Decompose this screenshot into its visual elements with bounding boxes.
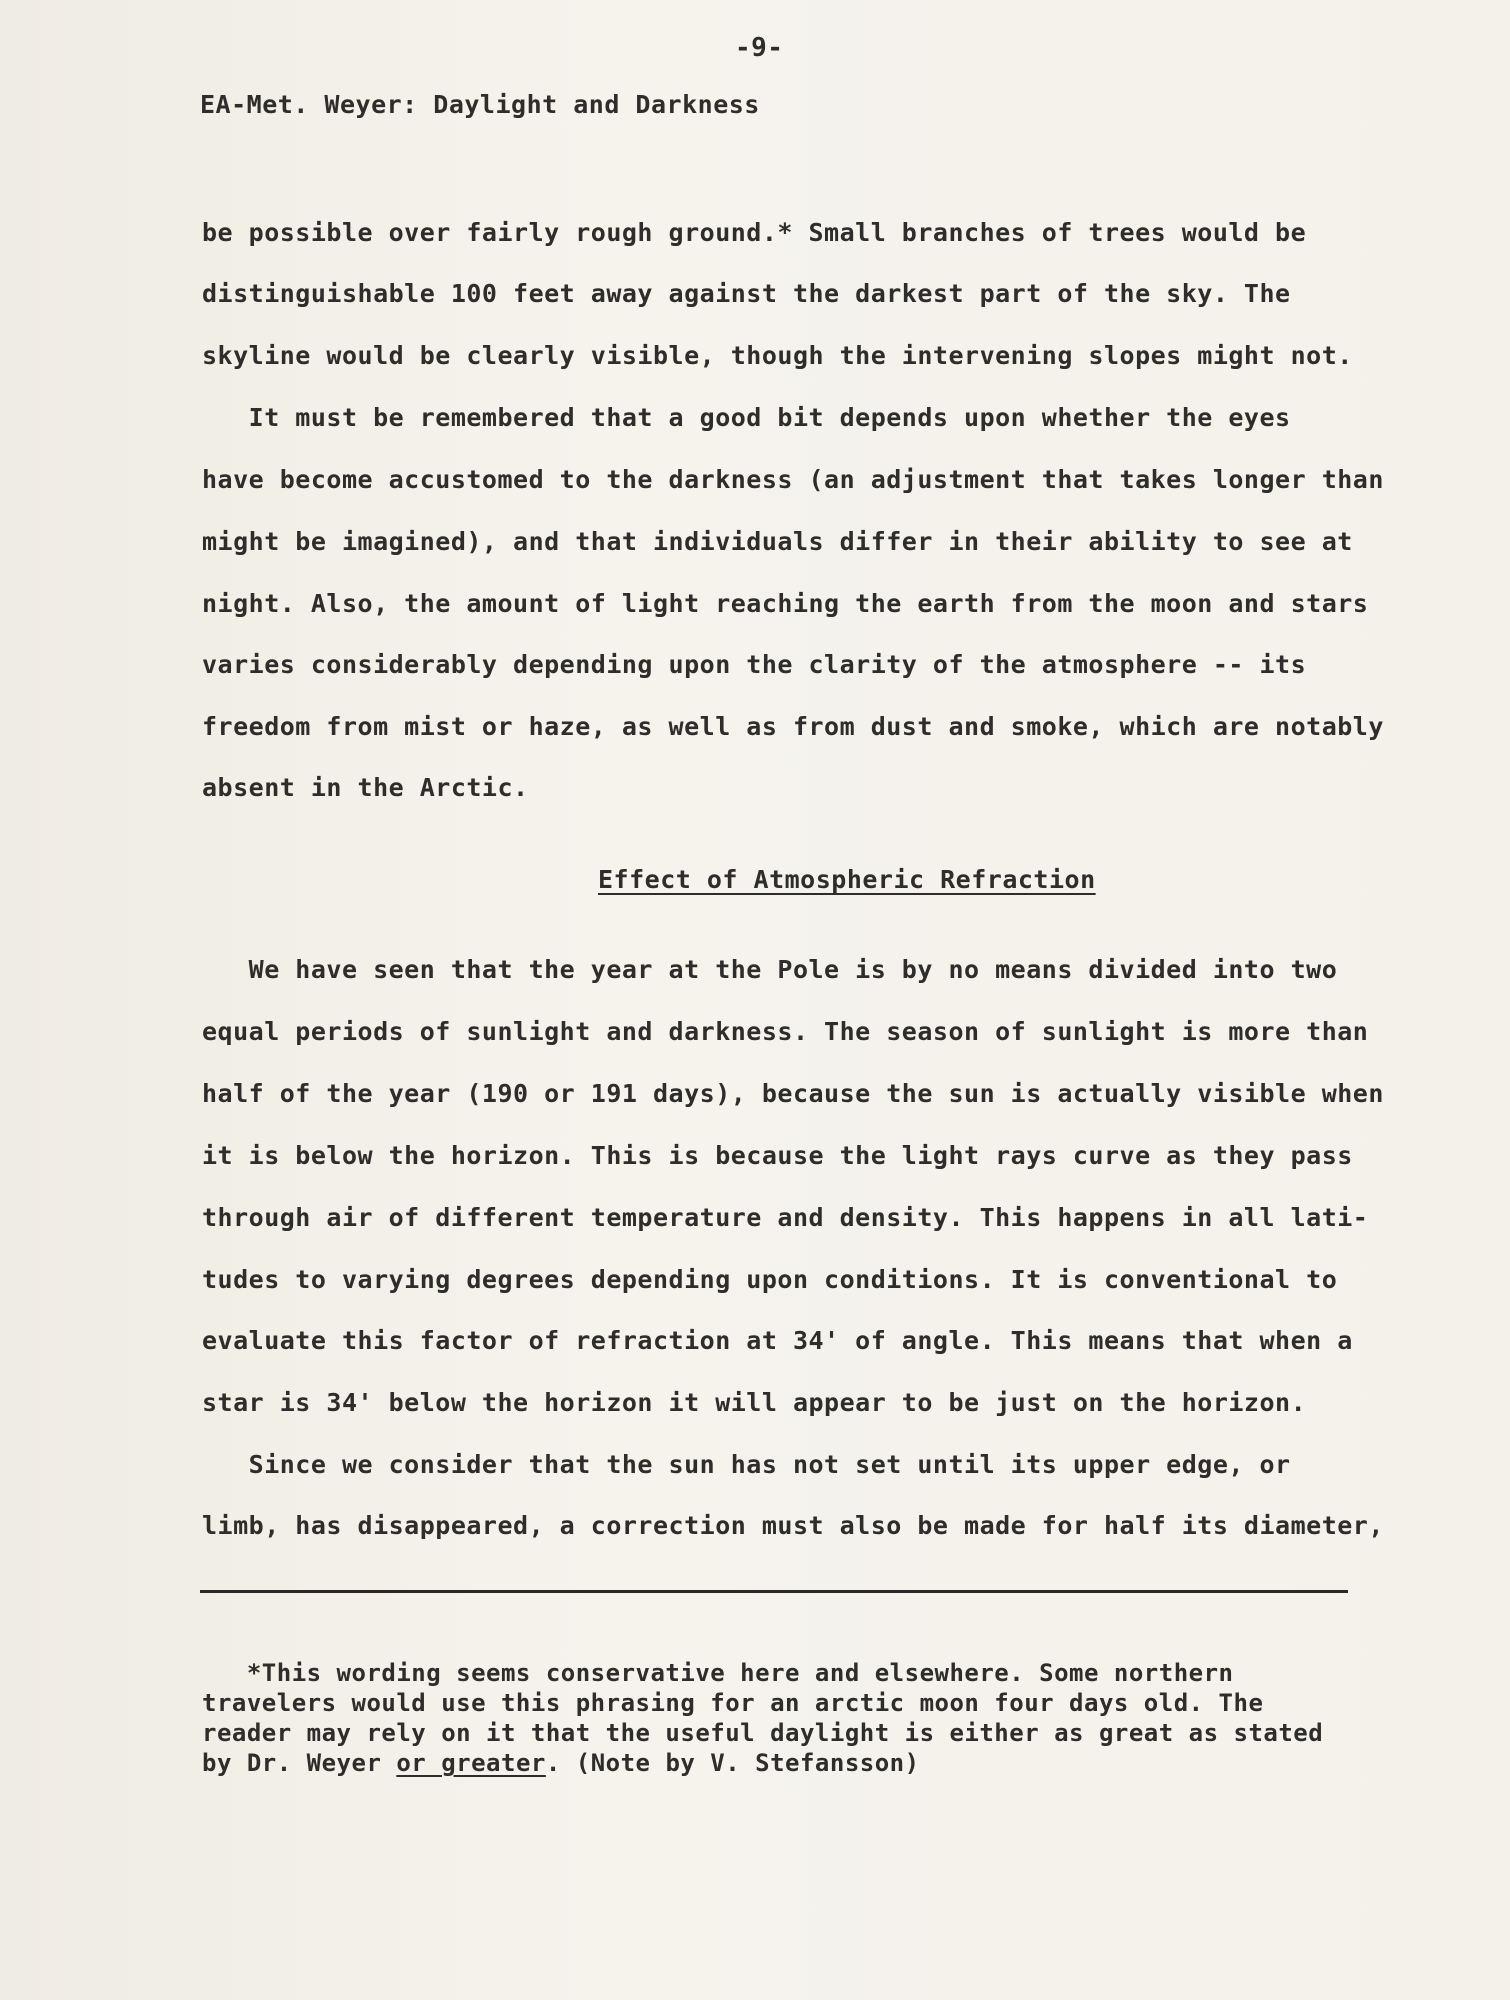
footnote-text: . (Note by V. Stefansson) (545, 1749, 920, 1777)
body-line: varies considerably depending upon the clarity of the atmosphere -- its (202, 650, 1307, 679)
body-line: limb, has disappeared, a correction must also be made for half its diameter, (202, 1511, 1384, 1540)
footnote-line: travelers would use this phrasing for an arctic moon four days old. The (202, 1689, 1264, 1717)
body-line: tudes to varying degrees depending upon conditions. It is conventional to (202, 1265, 1338, 1294)
body-line: equal periods of sunlight and darkness. The season of sunlight is more than (202, 1017, 1369, 1046)
running-head: EA-Met. Weyer: Daylight and Darkness (200, 90, 760, 119)
body-line: Since we consider that the sun has not set until its upper edge, or (202, 1450, 1291, 1479)
body-line: have become accustomed to the darkness (an adjustment that takes longer than (202, 465, 1384, 494)
footnote-emphasis: or greater (396, 1749, 546, 1777)
body-line: half of the year (190 or 191 days), because the sun is actually visible when (202, 1079, 1384, 1108)
page-number: -9- (735, 33, 784, 63)
body-line: freedom from mist or haze, as well as from dust and smoke, which are notably (202, 712, 1384, 741)
footnote-text: by Dr. Weyer (202, 1749, 397, 1777)
body-line: it is below the horizon. This is because the light rays curve as they pass (202, 1141, 1353, 1170)
body-line: star is 34' below the horizon it will appear to be just on the horizon. (202, 1388, 1307, 1417)
footnote-line: *This wording seems conservative here and elsewhere. Some northern (202, 1659, 1234, 1687)
body-line: absent in the Arctic. (202, 773, 529, 802)
body-line: We have seen that the year at the Pole is by no means divided into two (202, 955, 1338, 984)
body-line: through air of different temperature and density. This happens in all lati- (202, 1203, 1369, 1232)
body-line: night. Also, the amount of light reaching the earth from the moon and stars (202, 589, 1369, 618)
body-line: evaluate this factor of refraction at 34' of angle. This means that when a (202, 1326, 1353, 1355)
body-line: be possible over fairly rough ground.* Small branches of trees would be (202, 218, 1307, 247)
section-heading: Effect of Atmospheric Refraction (598, 865, 1096, 894)
body-line: might be imagined), and that individuals differ in their ability to see at (202, 527, 1353, 556)
footnote-line: reader may rely on it that the useful daylight is either as great as stated (202, 1719, 1324, 1747)
footnote-rule (200, 1590, 1348, 1593)
body-line: It must be remembered that a good bit depends upon whether the eyes (202, 403, 1291, 432)
body-line: distinguishable 100 feet away against the darkest part of the sky. The (202, 279, 1291, 308)
footnote-line (202, 1749, 920, 1777)
body-line: skyline would be clearly visible, though the intervening slopes might not. (202, 341, 1353, 370)
